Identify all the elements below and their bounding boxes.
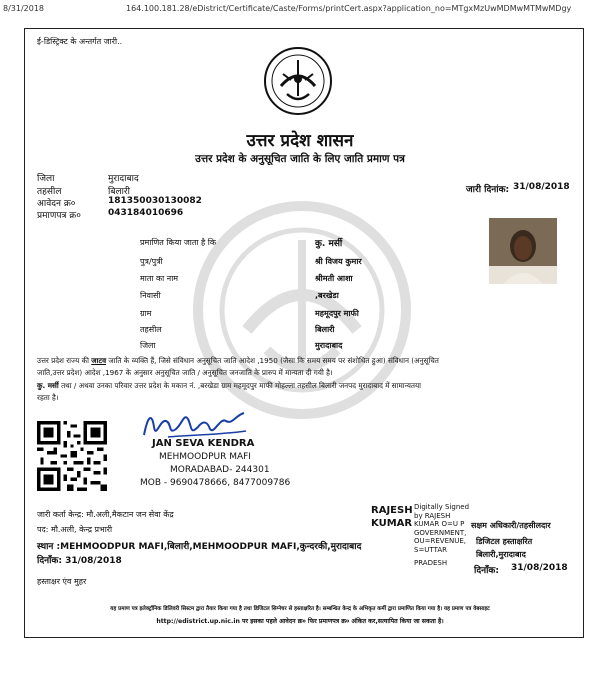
ds-detail-line: KUMAR O=U P bbox=[414, 520, 465, 529]
ds-date-value: 31/08/2018 bbox=[511, 563, 568, 573]
up-emblem-icon bbox=[263, 46, 333, 116]
village-label: ग्राम bbox=[140, 309, 152, 318]
village-value: महमूदपुर माफी bbox=[315, 309, 359, 318]
ds-name-line-2: KUMAR bbox=[371, 518, 413, 529]
issue-date-label: जारी दिनांक: bbox=[466, 185, 510, 195]
stamp-mobile: MOB - 9690478666, 8477009786 bbox=[140, 478, 291, 488]
resident-value: ,बरखेडा bbox=[315, 291, 339, 300]
certified-value: कु. मर्सी bbox=[315, 239, 343, 249]
ds-detail-line: S=UTTAR bbox=[414, 545, 447, 554]
detail-district-value: मुरादाबाद bbox=[315, 341, 343, 350]
meta-certificate-label: प्रमाणपत्र क्र० bbox=[37, 211, 81, 221]
ds-name-line-1: RAJESH bbox=[371, 505, 413, 516]
meta-certificate-value: 043184010696 bbox=[108, 208, 184, 218]
print-date: 8/31/2018 bbox=[3, 4, 45, 13]
issue-place: स्थान :MEHMOODPUR MAFI,बिलारी,MEHMOODPUR MAFI,कुन्दरकी,मुरादाबाद bbox=[37, 542, 362, 552]
certified-label: प्रमाणित किया जाता है कि bbox=[140, 238, 217, 247]
body-line-3-name: कु. मर्सी bbox=[37, 381, 59, 390]
mother-label: माता का नाम bbox=[140, 274, 179, 283]
resident-label: निवासी bbox=[140, 291, 161, 300]
body-line-4: रहता है। bbox=[37, 393, 59, 402]
ds-detail-line: by RAJESH bbox=[414, 511, 451, 520]
issuer-line: ई-डिस्ट्रिक्ट के अन्तर्गत जारी.. bbox=[37, 37, 123, 46]
ds-date-label: दिनाँक: bbox=[474, 566, 499, 576]
issue-date-value: 31/08/2018 bbox=[513, 182, 570, 192]
caste-name: जाटव bbox=[91, 356, 107, 365]
print-url: 164.100.181.28/eDistrict/Certificate/Caste/Forms/printCert.aspx?application_no=MTgxMzUwMDMwMTMwMDgy bbox=[126, 4, 572, 13]
mother-value: श्रीमती आशा bbox=[315, 274, 353, 283]
certificate-title: उत्तर प्रदेश शासन bbox=[246, 131, 354, 151]
sign-remark: हस्ताक्षर एंव मुहर bbox=[37, 577, 87, 586]
disclaimer-line-2: http://edistrict.up.nic.in पर इसका पहले आवेदन क्र० फिर प्रमाणपत्र क्र० अंकित कर,सत्यापित किया जा सकता है। bbox=[156, 618, 444, 625]
meta-tehsil-label: तहसील bbox=[37, 187, 62, 197]
detail-district-label: जिला bbox=[140, 341, 156, 350]
ds-officer: सक्षम अधिकारी/तहसीलदार bbox=[471, 521, 551, 530]
body-line-3-rest: तथा / अथवा उनका परिवार उत्तर प्रदेश के मकान नं. ,बरखेडा ग्राम महमूदपुर माफी मोहल्ला तहसील बिलारी जनपद मुरादाबाद में सामान्यतया bbox=[58, 381, 422, 390]
body-line-2: जाति,उत्तर प्रदेश) आदेश ,1967 के अनुसार अनुसूचित जाति / अनुसूचित जनजाति के प्रारुप में मान्यता दी गयी है। bbox=[37, 368, 333, 377]
issuing-center: जारी कर्ता केन्द्र: मौ.अली,मैकटान जन सेवा केंद्र bbox=[37, 510, 174, 519]
body-line-1-post: जाति के व्यक्ति हैं, जिसे संविधान अनुसूचित जाति आदेश ,1950 (जैसा कि समय समय पर संशोधित हुआ) संविधान (अनुसूचित bbox=[106, 356, 439, 365]
ds-detail-line: GOVERNMENT, bbox=[414, 528, 467, 537]
ds-detail-line: Digitally Signed bbox=[414, 503, 470, 511]
meta-application-label: आवेदन क्र० bbox=[37, 199, 76, 209]
ds-location: बिलारी,मुरादाबाद bbox=[476, 550, 526, 559]
meta-tehsil-value: बिलारी bbox=[108, 187, 130, 197]
child-of-value: श्री विजय कुमार bbox=[315, 257, 362, 266]
ds-detail-line: OU=REVENUE, bbox=[414, 537, 467, 546]
meta-application-value: 181350030130082 bbox=[108, 196, 202, 206]
stamp-place: MEHMOODPUR MAFI bbox=[159, 452, 251, 462]
issuer-designation: पद: मौ.अली, केन्द्र प्रभारी bbox=[37, 525, 113, 534]
detail-tehsil-label: तहसील bbox=[140, 325, 162, 334]
child-of-label: पुत्र/पुत्री bbox=[140, 257, 163, 266]
certificate-subtitle: उत्तर प्रदेश के अनुसूचित जाति के लिए जाति प्रमाण पत्र bbox=[195, 153, 405, 165]
body-line-3 bbox=[37, 381, 421, 391]
qr-code-icon bbox=[37, 420, 107, 492]
stamp-city: MORADABAD- 244301 bbox=[170, 465, 270, 475]
meta-district-value: मुरादाबाद bbox=[108, 174, 139, 184]
meta-district-label: जिला bbox=[37, 174, 55, 184]
stamp-name: JAN SEVA KENDRA bbox=[152, 438, 255, 449]
ds-details bbox=[414, 503, 469, 555]
body-line-1 bbox=[37, 356, 439, 366]
ds-detail-line: PRADESH bbox=[414, 559, 448, 567]
applicant-photo bbox=[489, 218, 557, 284]
detail-tehsil-value: बिलारी bbox=[315, 325, 335, 334]
body-line-1-pre: उत्तर प्रदेश राज्य की bbox=[37, 356, 92, 365]
disclaimer-line-1: यह प्रमाण पत्र इलेक्ट्रॉनिक डिलिवरी सिस्टम द्वारा तैयार किया गया है तथा डिजिटल सिग्नेचर से हस्ताक्षरित है। सम्बन्धित केन्द्र के अभिकृत कर्मी द्वारा प्रमाणित किया गया है। यह प्रमाण पत्र वेबसाइट bbox=[110, 606, 490, 612]
ds-digital-sign-label: डिजिटल हस्ताक्षरित bbox=[476, 537, 533, 546]
footer-date: दिनाँक: 31/08/2018 bbox=[37, 556, 122, 566]
